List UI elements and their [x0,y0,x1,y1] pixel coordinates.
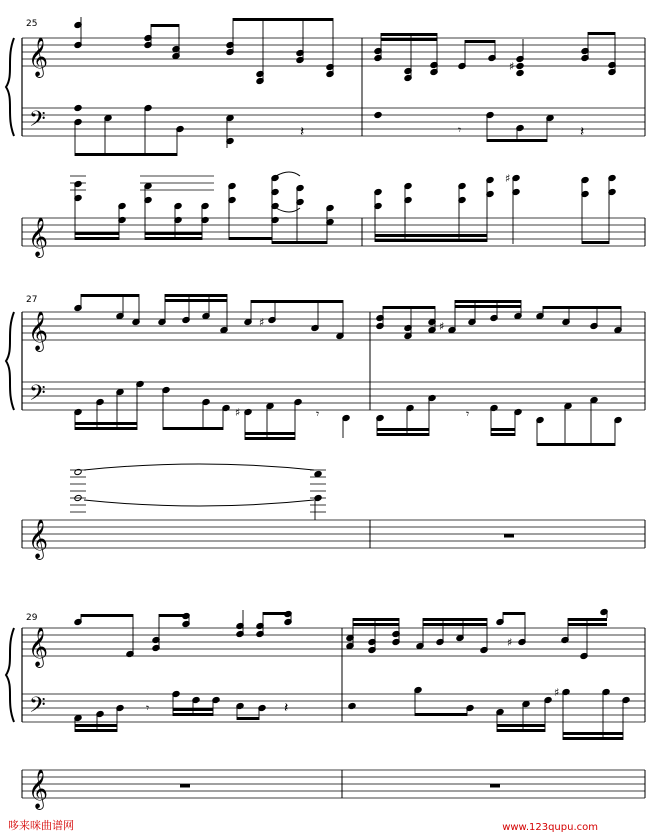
beam [245,432,295,435]
measure-number: 27 [26,295,38,305]
beam [503,612,525,615]
beam [151,24,179,27]
treble-clef-icon: 𝄞 [28,37,49,77]
tie [84,500,314,506]
treble-clef-icon: 𝄞 [28,217,49,257]
beam [75,232,119,235]
beam [423,618,487,621]
beam [81,294,139,297]
beam [75,724,117,727]
beam [251,300,343,303]
treble-clef-icon: 𝄞 [28,311,49,351]
tie [276,208,300,212]
grand-staff-brace [6,628,14,722]
grand-staff-brace [6,312,14,410]
sharp-icon: ♯ [235,406,241,419]
beam [159,614,189,617]
beam [272,241,327,244]
beam [455,300,521,303]
treble-clef-icon: 𝄞 [28,627,49,667]
beam [497,729,545,732]
quarter-rest-icon: 𝄽 [580,124,585,140]
tie [84,464,314,470]
beam [423,623,487,626]
beam [415,713,467,716]
quarter-rest-icon: 𝄽 [284,700,289,716]
tie [276,172,300,176]
beam [491,433,515,436]
beam [375,239,487,242]
sharp-icon: ♯ [439,320,445,333]
beam [263,612,291,615]
eighth-rest-icon: 𝄾 [466,407,470,421]
beam [537,443,615,446]
beam [75,422,137,425]
beam [487,139,547,142]
sharp-icon: ♯ [505,172,511,185]
site-watermark-cn: 哆来咪曲谱网 [8,819,74,832]
notehead [314,470,322,477]
quarter-rest-icon: 𝄽 [300,124,305,140]
bass-clef-icon: 𝄢 [29,107,46,137]
beam [75,237,119,240]
beam [568,623,607,626]
beam [497,724,545,727]
beam [353,623,399,626]
whole-rest-icon [490,784,500,788]
whole-rest-icon [180,784,190,788]
beam [229,237,272,240]
grand-staff-brace [6,38,14,136]
beam [377,433,429,436]
measure-number: 25 [26,19,38,29]
beam [568,618,607,621]
beam [81,614,133,617]
beam [375,234,487,237]
bass-clef-icon: 𝄢 [29,381,46,411]
beam [465,40,495,43]
notehead [516,69,524,76]
notehead [74,468,82,475]
eighth-rest-icon: 𝄾 [316,407,320,421]
beam [237,717,259,720]
beam [245,437,295,440]
beam [582,241,609,244]
notehead [74,104,82,111]
treble-clef-icon: 𝄞 [28,519,49,559]
eighth-rest-icon: 𝄾 [146,701,150,715]
sharp-icon: ♯ [554,686,560,699]
sharp-icon: ♯ [507,636,513,649]
beam [455,305,521,308]
beam [75,153,177,156]
beam [165,294,227,297]
beam [383,306,435,309]
measure-number: 29 [26,613,38,623]
beam [381,38,437,41]
treble-clef-icon: 𝄞 [28,769,49,809]
beam [75,427,137,430]
whole-rest-icon [504,534,514,538]
bass-clef-icon: 𝄢 [29,693,46,723]
beam [563,732,623,735]
beam [173,708,213,711]
beam [381,33,437,36]
beam [233,18,333,21]
beam [588,32,615,35]
beam [173,713,213,716]
beam [145,232,202,235]
notehead [516,62,524,69]
sharp-icon: ♯ [509,60,515,73]
beam [377,428,429,431]
beam [163,427,223,430]
beam [563,737,623,740]
eighth-rest-icon: 𝄾 [458,123,462,137]
beam [543,306,621,309]
beam [165,299,227,302]
beam [491,428,515,431]
beam [353,618,399,621]
beam [75,729,117,732]
beam [145,237,202,240]
site-url-watermark: www.123qupu.com [502,822,598,833]
sharp-icon: ♯ [259,316,265,329]
